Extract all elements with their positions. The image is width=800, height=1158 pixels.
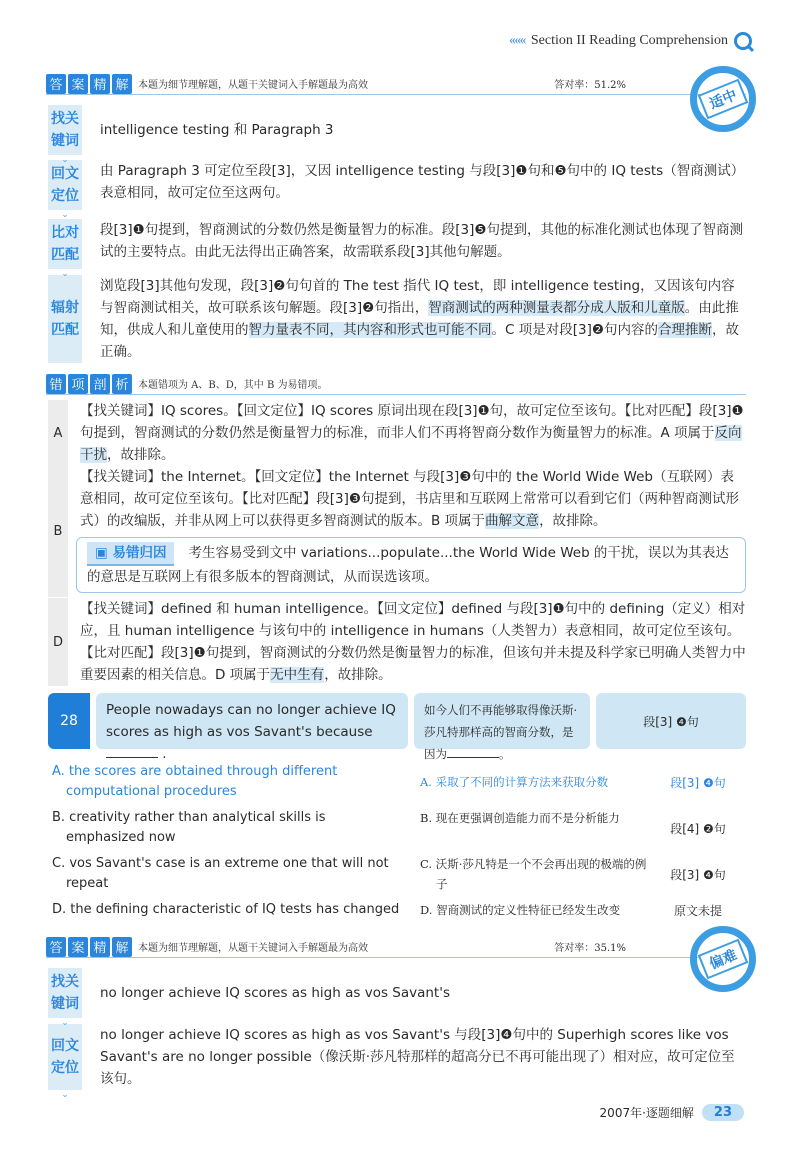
text-run: 。C 项是对段[3]❷句内容的 <box>491 322 658 338</box>
wrong-options-tag <box>46 374 132 394</box>
option-cn: B. 现在更强调创造能力而不是分析能力 <box>420 811 620 825</box>
option-en: A. the scores are obtained through different computational procedures <box>52 764 338 799</box>
step-label <box>48 968 82 1028</box>
wrong-options-header <box>46 373 746 395</box>
option-en: D. the defining characteristic of IQ tests has changed <box>52 902 400 917</box>
wrong-option-d <box>48 598 746 686</box>
label-line: 辐射 <box>51 300 79 316</box>
label-line: 匹配 <box>51 247 79 263</box>
option-ref: 原文未提 <box>673 903 722 918</box>
option-ref: 段[3] ❹句 <box>670 775 726 790</box>
difficulty-label: 适中 <box>698 79 749 120</box>
step-label <box>48 105 82 165</box>
tag-char: 答 <box>46 74 66 94</box>
correct-rate: 答对率：35.1% <box>554 943 626 954</box>
options-list <box>52 762 746 926</box>
error-cause-callout <box>76 537 746 593</box>
option-letter: B <box>48 466 68 597</box>
stem-end: 。 <box>499 747 511 761</box>
label-line: 找关 <box>51 974 79 990</box>
text-run: 浏览段[3]其他句发现，段[3]❷句句首的 The test 指代 IQ test，即 intelligence testing，又因该句内容与智商测试相关，故可联系该句解题。段[3]❷句指出， <box>100 278 735 316</box>
page-number: 23 <box>702 1104 744 1121</box>
stem-en: People nowadays can no longer achieve IQ scores as high as vos Savant's because <box>106 702 396 740</box>
question-number: 28 <box>48 693 90 749</box>
step-label <box>48 160 82 220</box>
tag-char: 案 <box>68 937 88 957</box>
step-locate <box>48 160 748 220</box>
option-ref: 段[4] ❷句 <box>670 821 726 836</box>
label-line: 比对 <box>51 225 79 241</box>
label-line: 回文 <box>51 1038 79 1054</box>
label-line: 回文 <box>51 166 79 182</box>
highlight: 合理推断 <box>657 322 712 338</box>
answer-analysis-header <box>46 936 746 958</box>
tag-char: 案 <box>68 74 88 94</box>
text-run: 【找关键词】defined 和 human intelligence。【回文定位】defined 与段[3]❶句中的 defining（定义）相对应，且 human intelligence 与该句中的 intelligence in humans（人类智力）表意相同，故可定位至该句。【比对匹配】段[3]❶句提到，智商测试的分数仍然是衡量智力的标准，但该句并未提及科学家已明确人类智力中重要因素的相关信息。D 项属于 <box>80 601 746 683</box>
text-run: 【找关键词】the Internet。【回文定位】the Internet 与段[3]❸句中的 the World Wide Web（互联网）表意相同，故可定位至该句。【比对匹配】段[3]❸句提到，书店里和互联网上常常可以看到它们（两种智商测试形式）的改编版，并非从网上可以获得更多智商测试的版本。B 项属于 <box>80 469 739 529</box>
answer-analysis-tag <box>46 937 132 957</box>
option-c <box>52 854 746 894</box>
question-en <box>96 693 408 762</box>
tag-char: 剖 <box>90 374 110 394</box>
step-label <box>48 1024 82 1100</box>
step-label <box>48 219 82 279</box>
error-cause-label: 易错归因 <box>112 545 167 561</box>
option-b <box>52 808 746 848</box>
tag-char: 答 <box>46 937 66 957</box>
wrong-option-a <box>48 400 746 466</box>
option-cn: C. 沃斯·莎凡特是一个不会再出现的极端的例子 <box>420 857 647 891</box>
step-text: no longer achieve IQ scores as high as vos Savant's 与段[3]❹句中的 Superhigh scores like vos Savant's are no longer possible（像沃斯·莎凡特那样的超高分已不再可能出现了）相对应，故可定位至该句。 <box>100 1027 735 1087</box>
tag-char: 项 <box>68 374 88 394</box>
highlight: 智商测试的两种测量表都分成人版和儿童版 <box>428 300 685 316</box>
option-en: C. vos Savant's case is an extreme one that will not repeat <box>52 856 389 891</box>
label-line: 键词 <box>51 996 79 1012</box>
answer-blank <box>106 744 158 758</box>
step-text: 由 Paragraph 3 可定位至段[3]，又因 intelligence testing 与段[3]❶句和❺句中的 IQ tests（智商测试）表意相同，故可定位至这两句。 <box>100 163 745 201</box>
section-title: Section II Reading Comprehension <box>530 33 728 48</box>
step-label <box>48 275 82 363</box>
error-cause-text: 考生容易受到文中 variations...populate...the World Wide Web 的干扰，误以为其表达的意思是互联网上有很多版本的智商测试，从而误选该项。 <box>87 545 729 585</box>
label-line: 键词 <box>51 133 79 149</box>
error-cause-tag: ▣ 易错归因 <box>87 542 174 566</box>
option-letter: A <box>48 400 68 466</box>
option-cn: D. 智商测试的定义性特征已经发生改变 <box>420 903 621 917</box>
option-analysis <box>68 400 746 466</box>
text-run: ，故正确。 <box>100 322 739 360</box>
magnifier-q-icon <box>734 32 752 50</box>
chevron-down-icon: ⌄ <box>61 1018 69 1028</box>
tag-char: 解 <box>112 937 132 957</box>
wrong-options-note: 本题错项为 A、B、D，其中 B 为易错项。 <box>138 380 328 391</box>
option-analysis <box>68 466 746 597</box>
step-text <box>82 275 748 363</box>
text-run: ，故排除。 <box>539 513 607 529</box>
step-text: 段[3]❶句提到，智商测试的分数仍然是衡量智力的标准。段[3]❺句提到，其他的标准化测试也体现了智商测试的主要特点。由此无法得出正确答案，故需联系段[3]其他句解题。 <box>100 222 743 260</box>
question-cn <box>414 693 590 761</box>
step-keywords <box>48 105 748 165</box>
tag-char: 析 <box>112 374 132 394</box>
text-run: 。由此推知，供成人和儿童使用的 <box>100 300 739 338</box>
text-run: ，故排除。 <box>324 667 392 683</box>
step-keywords <box>48 968 748 1028</box>
option-a <box>52 762 746 802</box>
highlight: 智力量表不同，其内容和形式也可能不同 <box>248 322 492 338</box>
answer-analysis-header <box>46 73 746 95</box>
question-type-note: 本题为细节理解题，从题干关键词入手解题最为高效 <box>138 80 368 91</box>
step-compare <box>48 219 748 279</box>
correct-rate: 答对率：51.2% <box>554 80 626 91</box>
step-text: no longer achieve IQ scores as high as vos Savant's <box>100 985 450 1001</box>
highlight: 无中生有 <box>270 667 325 683</box>
page-footer <box>600 1104 744 1121</box>
highlight: 曲解文意 <box>485 513 540 529</box>
step-text: intelligence testing 和 Paragraph 3 <box>100 122 334 138</box>
answer-blank <box>447 744 499 758</box>
chevron-down-icon: ⌄ <box>61 1090 69 1100</box>
option-analysis <box>68 598 746 686</box>
label-line: 定位 <box>51 1060 79 1076</box>
option-d <box>52 900 746 920</box>
text-run: ，故排除。 <box>107 447 175 463</box>
tag-char: 精 <box>90 937 110 957</box>
label-line: 定位 <box>51 188 79 204</box>
label-line: 找关 <box>51 111 79 127</box>
chevron-down-icon: ⌄ <box>61 155 69 165</box>
option-cn: A. 采取了不同的计算方法来获取分数 <box>420 775 609 789</box>
option-ref: 段[3] ❹句 <box>670 867 726 882</box>
paragraph-reference: 段[3] ❹句 <box>596 693 746 749</box>
question-type-note: 本题为细节理解题，从题干关键词入手解题最为高效 <box>138 943 368 954</box>
step-radiate <box>48 275 748 363</box>
running-header <box>509 32 752 50</box>
question-28-stem <box>48 693 746 762</box>
text-run: 【找关键词】IQ scores。【回文定位】IQ scores 原词出现在段[3]❶句，故可定位至该句。【比对匹配】段[3]❶句提到，智商测试的分数仍然是衡量智力的标准，而非人们不再将智商分数作为衡量智力的标准。A 项属于 <box>80 403 744 441</box>
stem-cn: 如今人们不再能够取得像沃斯·莎凡特那样高的智商分数，是因为 <box>424 703 578 761</box>
option-letter: D <box>48 598 68 686</box>
wrong-option-b <box>48 466 746 597</box>
chevron-down-icon: ⌄ <box>61 210 69 220</box>
arrows-icon: ‹‹‹‹‹‹ <box>508 33 525 48</box>
step-locate <box>48 1024 748 1100</box>
option-en: B. creativity rather than analytical skills is emphasized now <box>52 810 326 845</box>
label-line: 匹配 <box>51 322 79 338</box>
tag-char: 精 <box>90 74 110 94</box>
highlight: 反向干扰 <box>80 425 742 463</box>
footer-label: 2007年·逐题细解 <box>599 1106 694 1120</box>
stem-end: . <box>162 746 167 762</box>
tag-char: 错 <box>46 374 66 394</box>
chevron-down-icon: ⌄ <box>61 269 69 279</box>
tag-char: 解 <box>112 74 132 94</box>
difficulty-label: 偏难 <box>698 939 749 980</box>
answer-analysis-tag <box>46 74 132 94</box>
